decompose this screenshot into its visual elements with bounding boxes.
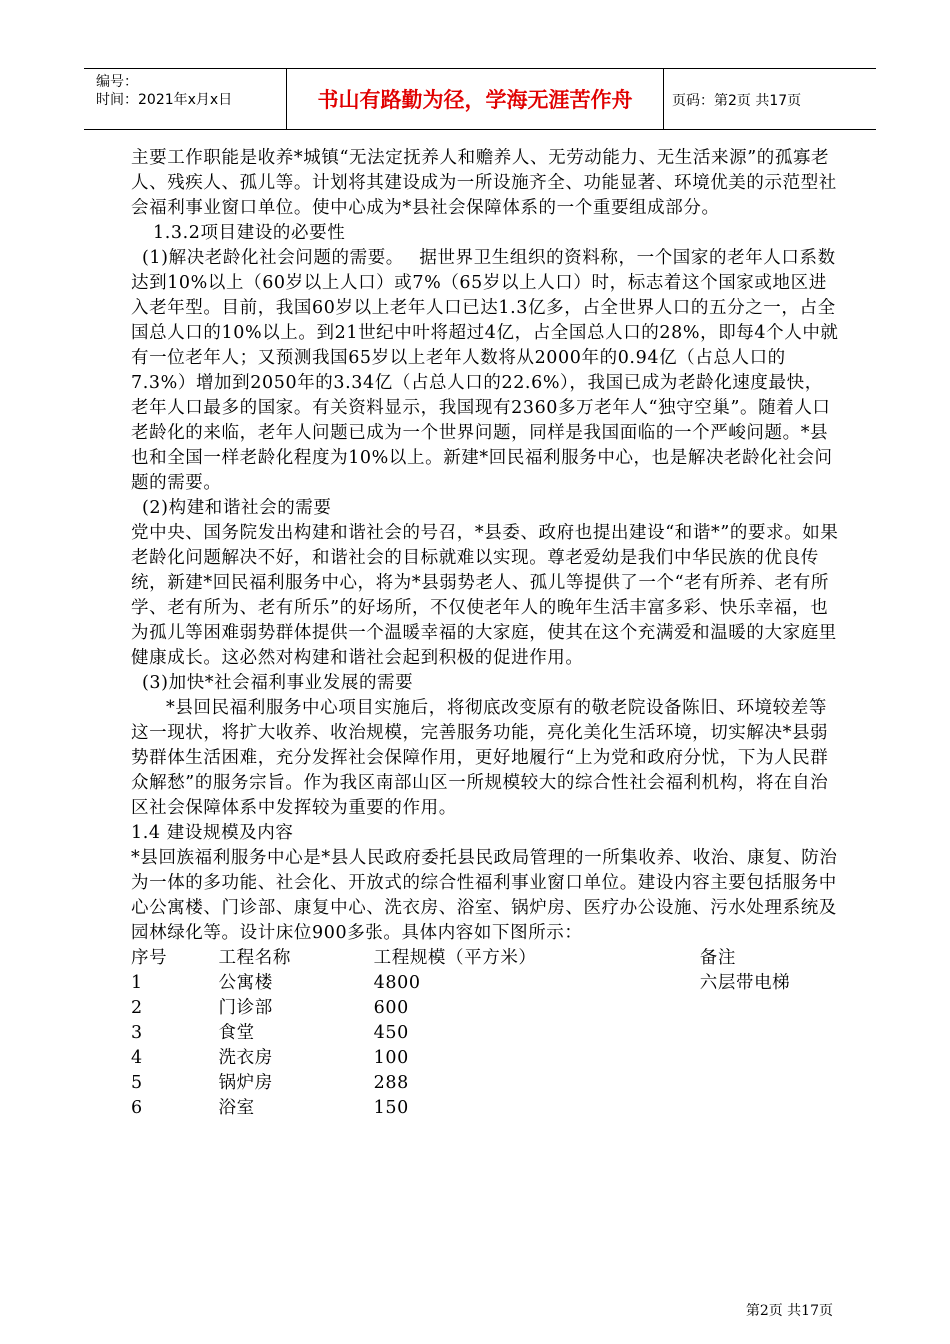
table-cell: 5 <box>131 1073 143 1093</box>
header-page-info: 页码：第2页 共17页 <box>672 93 802 109</box>
table-cell <box>700 996 839 1021</box>
table-cell <box>700 1021 839 1046</box>
table-cell: 食堂 <box>218 1023 255 1043</box>
table-cell: 4 <box>131 1048 143 1068</box>
table-row <box>131 1096 839 1121</box>
table-cell <box>700 1046 839 1071</box>
table-cell: 6 <box>131 1098 143 1118</box>
page-header <box>84 68 876 130</box>
table-header-cell: 工程规模（平方米） <box>373 948 537 968</box>
table-row <box>131 971 839 996</box>
header-motto: 书山有路勤为径，学海无涯苦作舟 <box>286 69 664 129</box>
table-header-row <box>131 946 839 971</box>
page-footer: 第2页 共17页 <box>745 1303 833 1319</box>
table-cell: 公寓楼 <box>218 973 273 993</box>
table-cell: 六层带电梯 <box>699 973 791 993</box>
table-cell: 4800 <box>373 973 421 993</box>
header-meta <box>96 73 296 109</box>
paragraph: *县回民福利服务中心项目实施后，将彻底改变原有的敬老院设备陈旧、环境较差等这一现状，将扩大收养、收治规模，完善服务功能，亮化美化生活环境，切实解决*县弱势群体生活困难，充分发挥社会保障作用，更好地履行“上为党和政府分忧，下为人民群众解愁”的服务宗旨。作为我区南部山区一所规模较大的综合性社会福利机构，将在自治区社会保障体系中发挥较为重要的作用。 <box>131 698 829 818</box>
table-cell: 100 <box>373 1048 409 1068</box>
table-header-cell: 序号 <box>131 948 168 968</box>
document-body <box>131 146 839 1121</box>
paragraph: (1)解决老龄化社会问题的需要。 据世界卫生组织的资料称，一个国家的老年人口系数达到10%以上（60岁以上人口）或7%（65岁以上人口）时，标志着这个国家或地区进入老年型。目前，我国60岁以上老年人口已达1.3亿多，占全世界人口的五分之一，占全国总人口的10%以上。到21世纪中叶将超过4亿，占全国总人口的28%，即每4个人中就有一位老年人；又预测我国65岁以上老年人数将从2000年的0.94亿（占总人口的7.3%）增加到2050年的3.34亿（占总人口的22.6%），我国已成为老龄化速度最快，老年人口最多的国家。有关资料显示，我国现有2360多万老年人“独守空巢”。随着人口老龄化的来临，老年人问题已成为一个世界问题，同样是我国面临的一个严峻问题。*县也和全国一样老龄化程度为10%以上。新建*回民福利服务中心，也是解决老龄化社会问题的需要。 <box>131 248 839 493</box>
table-cell: 2 <box>131 998 143 1018</box>
table-cell: 600 <box>373 998 409 1018</box>
table-cell: 门诊部 <box>218 998 273 1018</box>
table-row <box>131 996 839 1021</box>
subsection-heading: (2)构建和谐社会的需要 <box>142 498 332 518</box>
table-row <box>131 1021 839 1046</box>
table-header-cell: 工程名称 <box>218 948 291 968</box>
table-cell: 3 <box>131 1023 143 1043</box>
table-cell: 1 <box>131 973 143 993</box>
table-header-cell: 备注 <box>699 948 736 968</box>
number-label: 编号： <box>96 74 138 90</box>
table-cell: 锅炉房 <box>218 1073 273 1093</box>
date-label: 时间：2021年x月x日 <box>96 92 233 108</box>
table-cell <box>700 1071 839 1096</box>
table-row <box>131 1046 839 1071</box>
paragraph: 党中央、国务院发出构建和谐社会的号召，*县委、政府也提出建设“和谐*”的要求。如果老龄化问题解决不好，和谐社会的目标就难以实现。尊老爱幼是我们中华民族的优良传统，新建*回民福利服务中心，将为*县弱势老人、孤儿等提供了一个“老有所养、老有所学、老有所为、老有所乐”的好场所，不仅使老年人的晚年生活丰富多彩、快乐幸福，也为孤儿等困难弱势群体提供一个温暖幸福的大家庭，使其在这个充满爱和温暖的大家庭里健康成长。这必然对构建和谐社会起到积极的促进作用。 <box>131 523 839 668</box>
paragraph: *县回族福利服务中心是*县人民政府委托县民政局管理的一所集收养、收治、康复、防治为一体的多功能、社会化、开放式的综合性福利事业窗口单位。建设内容主要包括服务中心公寓楼、门诊部、康复中心、洗衣房、浴室、锅炉房、医疗办公设施、污水处理系统及园林绿化等。设计床位900多张。具体内容如下图所示： <box>131 848 838 943</box>
table-cell: 450 <box>373 1023 409 1043</box>
project-table <box>131 946 839 1121</box>
section-heading: 1.3.2项目建设的必要性 <box>153 223 346 243</box>
table-cell: 洗衣房 <box>218 1048 273 1068</box>
paragraph: 主要工作职能是收养*城镇“无法定抚养人和赡养人、无劳动能力、无生活来源”的孤寡老人、残疾人、孤儿等。计划将其建设成为一所设施齐全、功能显著、环境优美的示范型社会福利事业窗口单位。使中心成为*县社会保障体系的一个重要组成部分。 <box>131 148 837 218</box>
table-cell: 150 <box>373 1098 409 1118</box>
table-cell: 288 <box>373 1073 409 1093</box>
table-cell: 浴室 <box>218 1098 255 1118</box>
subsection-heading: (3)加快*社会福利事业发展的需要 <box>142 673 414 693</box>
table-row <box>131 1071 839 1096</box>
table-cell <box>700 1096 839 1121</box>
section-heading: 1.4 建设规模及内容 <box>131 823 294 843</box>
